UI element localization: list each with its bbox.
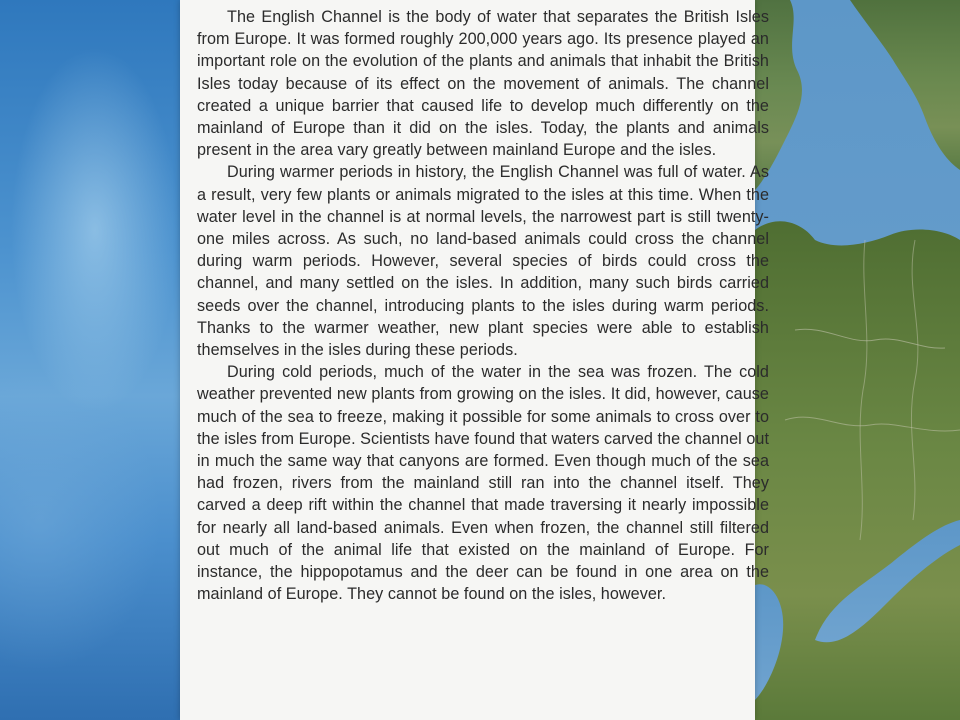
paragraph-2: During warmer periods in history, the English Channel was full of water. As a result, very few plants or animals migrated to the isles at this time. When the water level in the channel is at normal levels, the narrowest part is still twenty-one miles across. As such, no land-based animals could cross the channel during warm periods. However, several species of birds could cross the channel, and many settled on the isles. In addition, many such birds carried seeds over the channel, introducing plants to the isles during warm periods. Thanks to the warmer weather, new plant species were able to establish themselves in the isles during these periods. (197, 163, 769, 360)
mainland-europe-map-icon (755, 0, 960, 720)
paragraph-1: The English Channel is the body of water that separates the British Isles from Europe. It was formed roughly 200,000 years ago. Its presence played an important role on the evolution of the plants and animals that inhabit the British Isles today because of its effect on the movement of animals. The channel created a unique barrier that caused life to develop much differently on the mainland of Europe than it did on the isles. Today, the plants and animals present in the area vary greatly between mainland Europe and the isles. (197, 8, 769, 160)
document-body (197, 6, 769, 605)
sea-area-left (0, 0, 180, 720)
document-page (180, 0, 769, 720)
paragraph-3: During cold periods, much of the water in the sea was frozen. The cold weather prevented new plants from growing on the isles. It did, however, cause much of the sea to freeze, making it possible for some animals to cross over to the isles from Europe. Scientists have found that waters carved the channel out in much the same way that canyons are formed. Even though much of the sea had frozen, rivers from the mainland still ran into the channel itself. They carved a deep rift within the channel that made traversing it nearly impossible for nearly all land-based animals. Even when frozen, the channel still filtered out much of the animal life that existed on the mainland of Europe. For instance, the hippopotamus and the deer can be found in one area on the mainland of Europe. They cannot be found on the isles, however. (197, 363, 769, 604)
